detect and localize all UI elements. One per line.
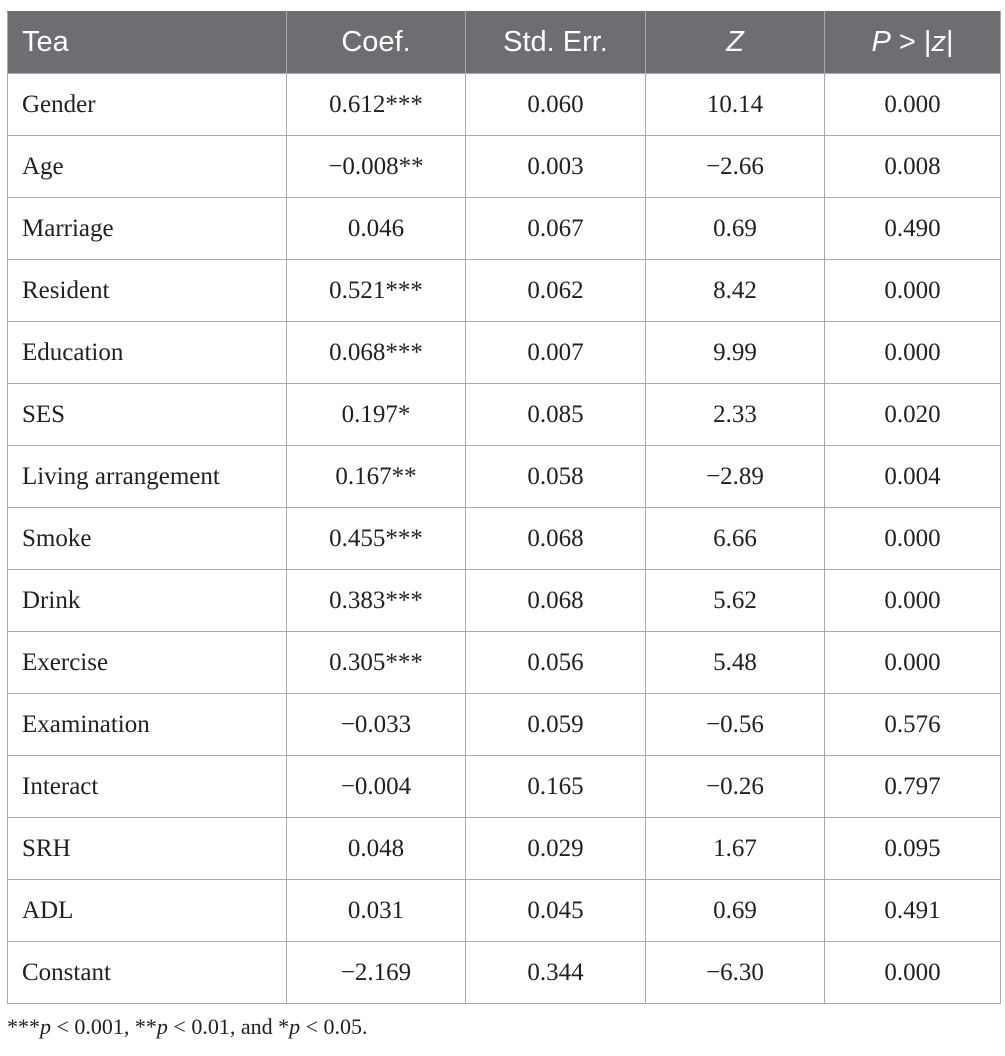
cell-variable: ADL xyxy=(8,880,287,942)
cell-variable: Education xyxy=(8,322,287,384)
cell-variable: Age xyxy=(8,136,287,198)
table-row xyxy=(8,818,1001,880)
cell-variable: Marriage xyxy=(8,198,287,260)
table-row xyxy=(8,136,1001,198)
header-p-gt: > | xyxy=(890,26,932,58)
cell-variable: Constant xyxy=(8,942,287,1004)
cell-std-err: 0.029 xyxy=(466,818,646,880)
table-footnote xyxy=(7,1014,368,1040)
cell-coef: 0.521*** xyxy=(287,260,466,322)
cell-p-value: 0.000 xyxy=(825,74,1001,136)
cell-coef: 0.167** xyxy=(287,446,466,508)
cell-z: 10.14 xyxy=(646,74,825,136)
cell-variable: Smoke xyxy=(8,508,287,570)
cell-p-value: 0.576 xyxy=(825,694,1001,756)
cell-coef: −0.004 xyxy=(287,756,466,818)
cell-coef: −2.169 xyxy=(287,942,466,1004)
table-row xyxy=(8,570,1001,632)
cell-std-err: 0.003 xyxy=(466,136,646,198)
table-row xyxy=(8,260,1001,322)
table-row xyxy=(8,632,1001,694)
header-p-close: | xyxy=(945,26,954,58)
header-coef: Coef. xyxy=(287,12,466,74)
cell-p-value: 0.000 xyxy=(825,632,1001,694)
cell-z: 2.33 xyxy=(646,384,825,446)
cell-p-value: 0.490 xyxy=(825,198,1001,260)
header-p-z: z xyxy=(931,26,946,58)
cell-p-value: 0.000 xyxy=(825,260,1001,322)
cell-std-err: 0.056 xyxy=(466,632,646,694)
cell-std-err: 0.068 xyxy=(466,508,646,570)
cell-z: 8.42 xyxy=(646,260,825,322)
cell-variable: Gender xyxy=(8,74,287,136)
cell-p-value: 0.020 xyxy=(825,384,1001,446)
cell-std-err: 0.062 xyxy=(466,260,646,322)
header-row xyxy=(8,12,1001,74)
cell-variable: SES xyxy=(8,384,287,446)
cell-coef: 0.068*** xyxy=(287,322,466,384)
table-row xyxy=(8,880,1001,942)
cell-z: 0.69 xyxy=(646,880,825,942)
cell-p-value: 0.000 xyxy=(825,570,1001,632)
cell-std-err: 0.344 xyxy=(466,942,646,1004)
cell-variable: Resident xyxy=(8,260,287,322)
cell-std-err: 0.007 xyxy=(466,322,646,384)
cell-std-err: 0.165 xyxy=(466,756,646,818)
cell-variable: SRH xyxy=(8,818,287,880)
cell-p-value: 0.491 xyxy=(825,880,1001,942)
cell-z: −2.66 xyxy=(646,136,825,198)
footnote-stars-1: *** xyxy=(7,1014,40,1039)
table-row xyxy=(8,508,1001,570)
cell-variable: Interact xyxy=(8,756,287,818)
table-body xyxy=(8,74,1001,1004)
header-p-value xyxy=(825,12,1001,74)
cell-z: −0.56 xyxy=(646,694,825,756)
cell-p-value: 0.000 xyxy=(825,508,1001,570)
cell-z: 9.99 xyxy=(646,322,825,384)
cell-p-value: 0.000 xyxy=(825,942,1001,1004)
cell-z: −0.26 xyxy=(646,756,825,818)
cell-coef: 0.305*** xyxy=(287,632,466,694)
cell-std-err: 0.059 xyxy=(466,694,646,756)
footnote-p-1: p xyxy=(40,1014,51,1039)
cell-coef: −0.008** xyxy=(287,136,466,198)
cell-coef: −0.033 xyxy=(287,694,466,756)
cell-z: 5.48 xyxy=(646,632,825,694)
cell-variable: Exercise xyxy=(8,632,287,694)
cell-z: 0.69 xyxy=(646,198,825,260)
table-row xyxy=(8,942,1001,1004)
table-row xyxy=(8,756,1001,818)
cell-p-value: 0.095 xyxy=(825,818,1001,880)
cell-z: −6.30 xyxy=(646,942,825,1004)
header-variable: Tea xyxy=(8,12,287,74)
cell-std-err: 0.045 xyxy=(466,880,646,942)
table-row xyxy=(8,74,1001,136)
footnote-text-2: < 0.01, and * xyxy=(167,1014,290,1039)
cell-variable: Drink xyxy=(8,570,287,632)
cell-p-value: 0.797 xyxy=(825,756,1001,818)
cell-coef: 0.048 xyxy=(287,818,466,880)
footnote-text-3: < 0.05. xyxy=(300,1014,368,1039)
cell-p-value: 0.004 xyxy=(825,446,1001,508)
cell-coef: 0.197* xyxy=(287,384,466,446)
cell-variable: Examination xyxy=(8,694,287,756)
cell-std-err: 0.068 xyxy=(466,570,646,632)
cell-coef: 0.046 xyxy=(287,198,466,260)
cell-std-err: 0.058 xyxy=(466,446,646,508)
cell-coef: 0.612*** xyxy=(287,74,466,136)
cell-std-err: 0.085 xyxy=(466,384,646,446)
cell-std-err: 0.060 xyxy=(466,74,646,136)
regression-table xyxy=(7,11,1001,1004)
cell-z: 6.66 xyxy=(646,508,825,570)
cell-p-value: 0.000 xyxy=(825,322,1001,384)
table-row xyxy=(8,446,1001,508)
table-header xyxy=(8,12,1001,74)
cell-coef: 0.455*** xyxy=(287,508,466,570)
cell-coef: 0.031 xyxy=(287,880,466,942)
cell-z: 5.62 xyxy=(646,570,825,632)
table-row xyxy=(8,322,1001,384)
cell-variable: Living arrangement xyxy=(8,446,287,508)
cell-z: 1.67 xyxy=(646,818,825,880)
cell-std-err: 0.067 xyxy=(466,198,646,260)
cell-z: −2.89 xyxy=(646,446,825,508)
footnote-p-2: p xyxy=(156,1014,168,1039)
cell-p-value: 0.008 xyxy=(825,136,1001,198)
cell-coef: 0.383*** xyxy=(287,570,466,632)
header-z: Z xyxy=(646,12,825,74)
footnote-text-1: < 0.001, ** xyxy=(51,1014,157,1039)
header-p-letter: P xyxy=(871,26,891,58)
table-row xyxy=(8,384,1001,446)
header-std-err: Std. Err. xyxy=(466,12,646,74)
table-row xyxy=(8,694,1001,756)
footnote-p-3: p xyxy=(289,1014,301,1039)
table-row xyxy=(8,198,1001,260)
